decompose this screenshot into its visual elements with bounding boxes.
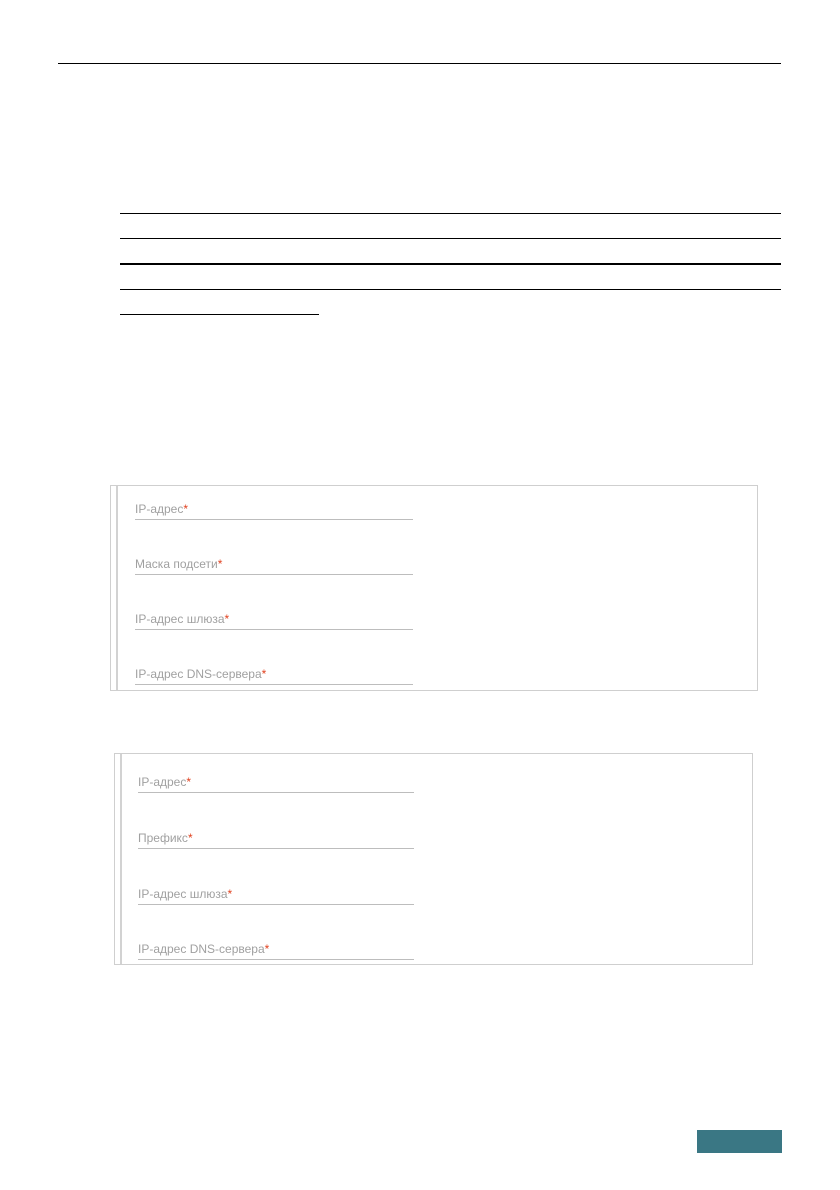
field-label: Префикс* (138, 831, 193, 845)
required-mark: * (186, 775, 192, 789)
ipv4-subnet-mask-field[interactable] (135, 545, 413, 575)
required-mark: * (217, 557, 223, 571)
field-label: IP-адрес* (135, 502, 189, 516)
table-rule (120, 263, 781, 265)
table-rule (120, 213, 781, 214)
ipv4-gateway-field[interactable] (135, 600, 413, 630)
ipv6-prefix-field[interactable] (138, 819, 414, 849)
required-mark: * (261, 667, 267, 681)
required-mark: * (264, 942, 270, 956)
ipv6-ip-address-field[interactable] (138, 763, 414, 793)
table-rule (120, 289, 781, 290)
field-label: IP-адрес шлюза* (135, 612, 230, 626)
panel-accent-bar (120, 754, 122, 964)
ipv6-gateway-field[interactable] (138, 875, 414, 905)
required-mark: * (224, 612, 230, 626)
ipv6-static-form (114, 753, 753, 965)
table-rule (120, 314, 319, 315)
field-label: IP-адрес DNS-сервера* (135, 667, 267, 681)
field-label: Маска подсети* (135, 557, 223, 571)
table-rule (120, 238, 781, 239)
required-mark: * (183, 502, 189, 516)
ipv4-static-form (110, 485, 758, 691)
header-rule (58, 63, 781, 64)
ipv6-dns-server-field[interactable] (138, 930, 414, 960)
required-mark: * (187, 831, 193, 845)
field-label: IP-адрес* (138, 775, 192, 789)
ipv4-ip-address-field[interactable] (135, 490, 413, 520)
required-mark: * (227, 887, 233, 901)
ipv4-dns-server-field[interactable] (135, 655, 413, 685)
page-number-badge (697, 1130, 782, 1153)
panel-accent-bar (116, 486, 118, 690)
field-label: IP-адрес шлюза* (138, 887, 233, 901)
field-label: IP-адрес DNS-сервера* (138, 942, 270, 956)
